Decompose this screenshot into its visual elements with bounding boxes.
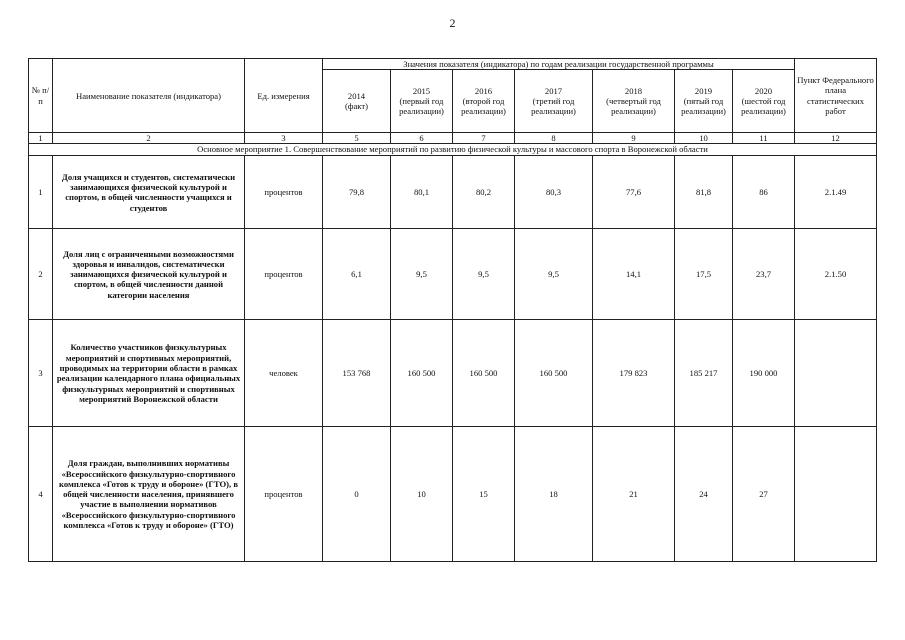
indicator-name: Доля учащихся и студентов, систематически занимающихся физической культурой и спортом, в общей численности учащихся и студентов [53,156,245,229]
header-row-group [29,59,877,70]
column-number: 1 [29,133,53,144]
value-cell: 80,3 [515,156,593,229]
column-number: 2 [53,133,245,144]
value-cell: 160 500 [453,320,515,427]
plan-item-cell: 2.1.50 [795,229,877,320]
value-cell: 0 [323,427,391,562]
plan-item-cell: 2.1.49 [795,156,877,229]
table-row [29,320,877,427]
value-cell: 80,1 [391,156,453,229]
indicator-name: Доля граждан, выполнивших нормативы «Всероссийского физкультурно-спортивного комплекса «Готов к труду и обороне» (ГТО), в общей численности населения, принявшего участие в выполнении нормативов «Всероссийского физкультурно-спортивного комплекса «Готов к труду и обороне» (ГТО) [53,427,245,562]
header-year: 2017 (третий год реализации) [515,70,593,133]
unit-cell: процентов [245,156,323,229]
row-num: 1 [29,156,53,229]
section-row [29,144,877,156]
header-year: 2019 (пятый год реализации) [675,70,733,133]
value-cell: 17,5 [675,229,733,320]
value-cell: 9,5 [391,229,453,320]
header-unit: Ед. измерения [245,59,323,133]
column-number: 3 [245,133,323,144]
header-year: 2014 (факт) [323,70,391,133]
value-cell: 80,2 [453,156,515,229]
column-number-row [29,133,877,144]
unit-cell: человек [245,320,323,427]
plan-item-cell [795,320,877,427]
row-num: 4 [29,427,53,562]
value-cell: 86 [733,156,795,229]
column-number: 9 [593,133,675,144]
value-cell: 6,1 [323,229,391,320]
column-number: 12 [795,133,877,144]
unit-cell: процентов [245,229,323,320]
value-cell: 185 217 [675,320,733,427]
column-number: 11 [733,133,795,144]
value-cell: 27 [733,427,795,562]
row-num: 3 [29,320,53,427]
unit-cell: процентов [245,427,323,562]
column-number: 7 [453,133,515,144]
value-cell: 18 [515,427,593,562]
value-cell: 81,8 [675,156,733,229]
value-cell: 160 500 [391,320,453,427]
value-cell: 79,8 [323,156,391,229]
column-number: 5 [323,133,391,144]
header-year: 2016 (второй год реализации) [453,70,515,133]
value-cell: 10 [391,427,453,562]
value-cell: 9,5 [453,229,515,320]
section-title: Основное мероприятие 1. Совершенствование мероприятий по развитию физической культуры и массового спорта в Воронежской области [29,144,877,156]
header-year: 2015 (первый год реализации) [391,70,453,133]
header-num: № п/п [29,59,53,133]
value-cell: 15 [453,427,515,562]
indicators-table [28,58,877,562]
value-cell: 14,1 [593,229,675,320]
column-number: 6 [391,133,453,144]
value-cell: 190 000 [733,320,795,427]
header-federal-plan: Пункт Федерального плана статистических работ [795,59,877,133]
value-cell: 24 [675,427,733,562]
header-year: 2018 (четвертый год реализации) [593,70,675,133]
value-cell: 179 823 [593,320,675,427]
value-cell: 77,6 [593,156,675,229]
indicator-name: Количество участников физкультурных мероприятий и спортивных мероприятий, проводимых на территории области в рамках реализации календарного плана официальных физкультурных мероприятий и спортивных мероприятий Воронежской области [53,320,245,427]
plan-item-cell [795,427,877,562]
row-num: 2 [29,229,53,320]
value-cell: 153 768 [323,320,391,427]
header-name: Наименование показателя (индикатора) [53,59,245,133]
table-row [29,229,877,320]
value-cell: 23,7 [733,229,795,320]
value-cell: 160 500 [515,320,593,427]
header-years-group: Значения показателя (индикатора) по годам реализации государственной программы [323,59,795,70]
indicator-name: Доля лиц с ограниченными возможностями здоровья и инвалидов, систематически занимающихся физической культурой и спортом, в общей численности данной категории населения [53,229,245,320]
page-number: 2 [449,16,456,30]
column-number: 10 [675,133,733,144]
value-cell: 21 [593,427,675,562]
header-year: 2020 (шестой год реализации) [733,70,795,133]
table-row [29,427,877,562]
column-number: 8 [515,133,593,144]
table-row [29,156,877,229]
value-cell: 9,5 [515,229,593,320]
